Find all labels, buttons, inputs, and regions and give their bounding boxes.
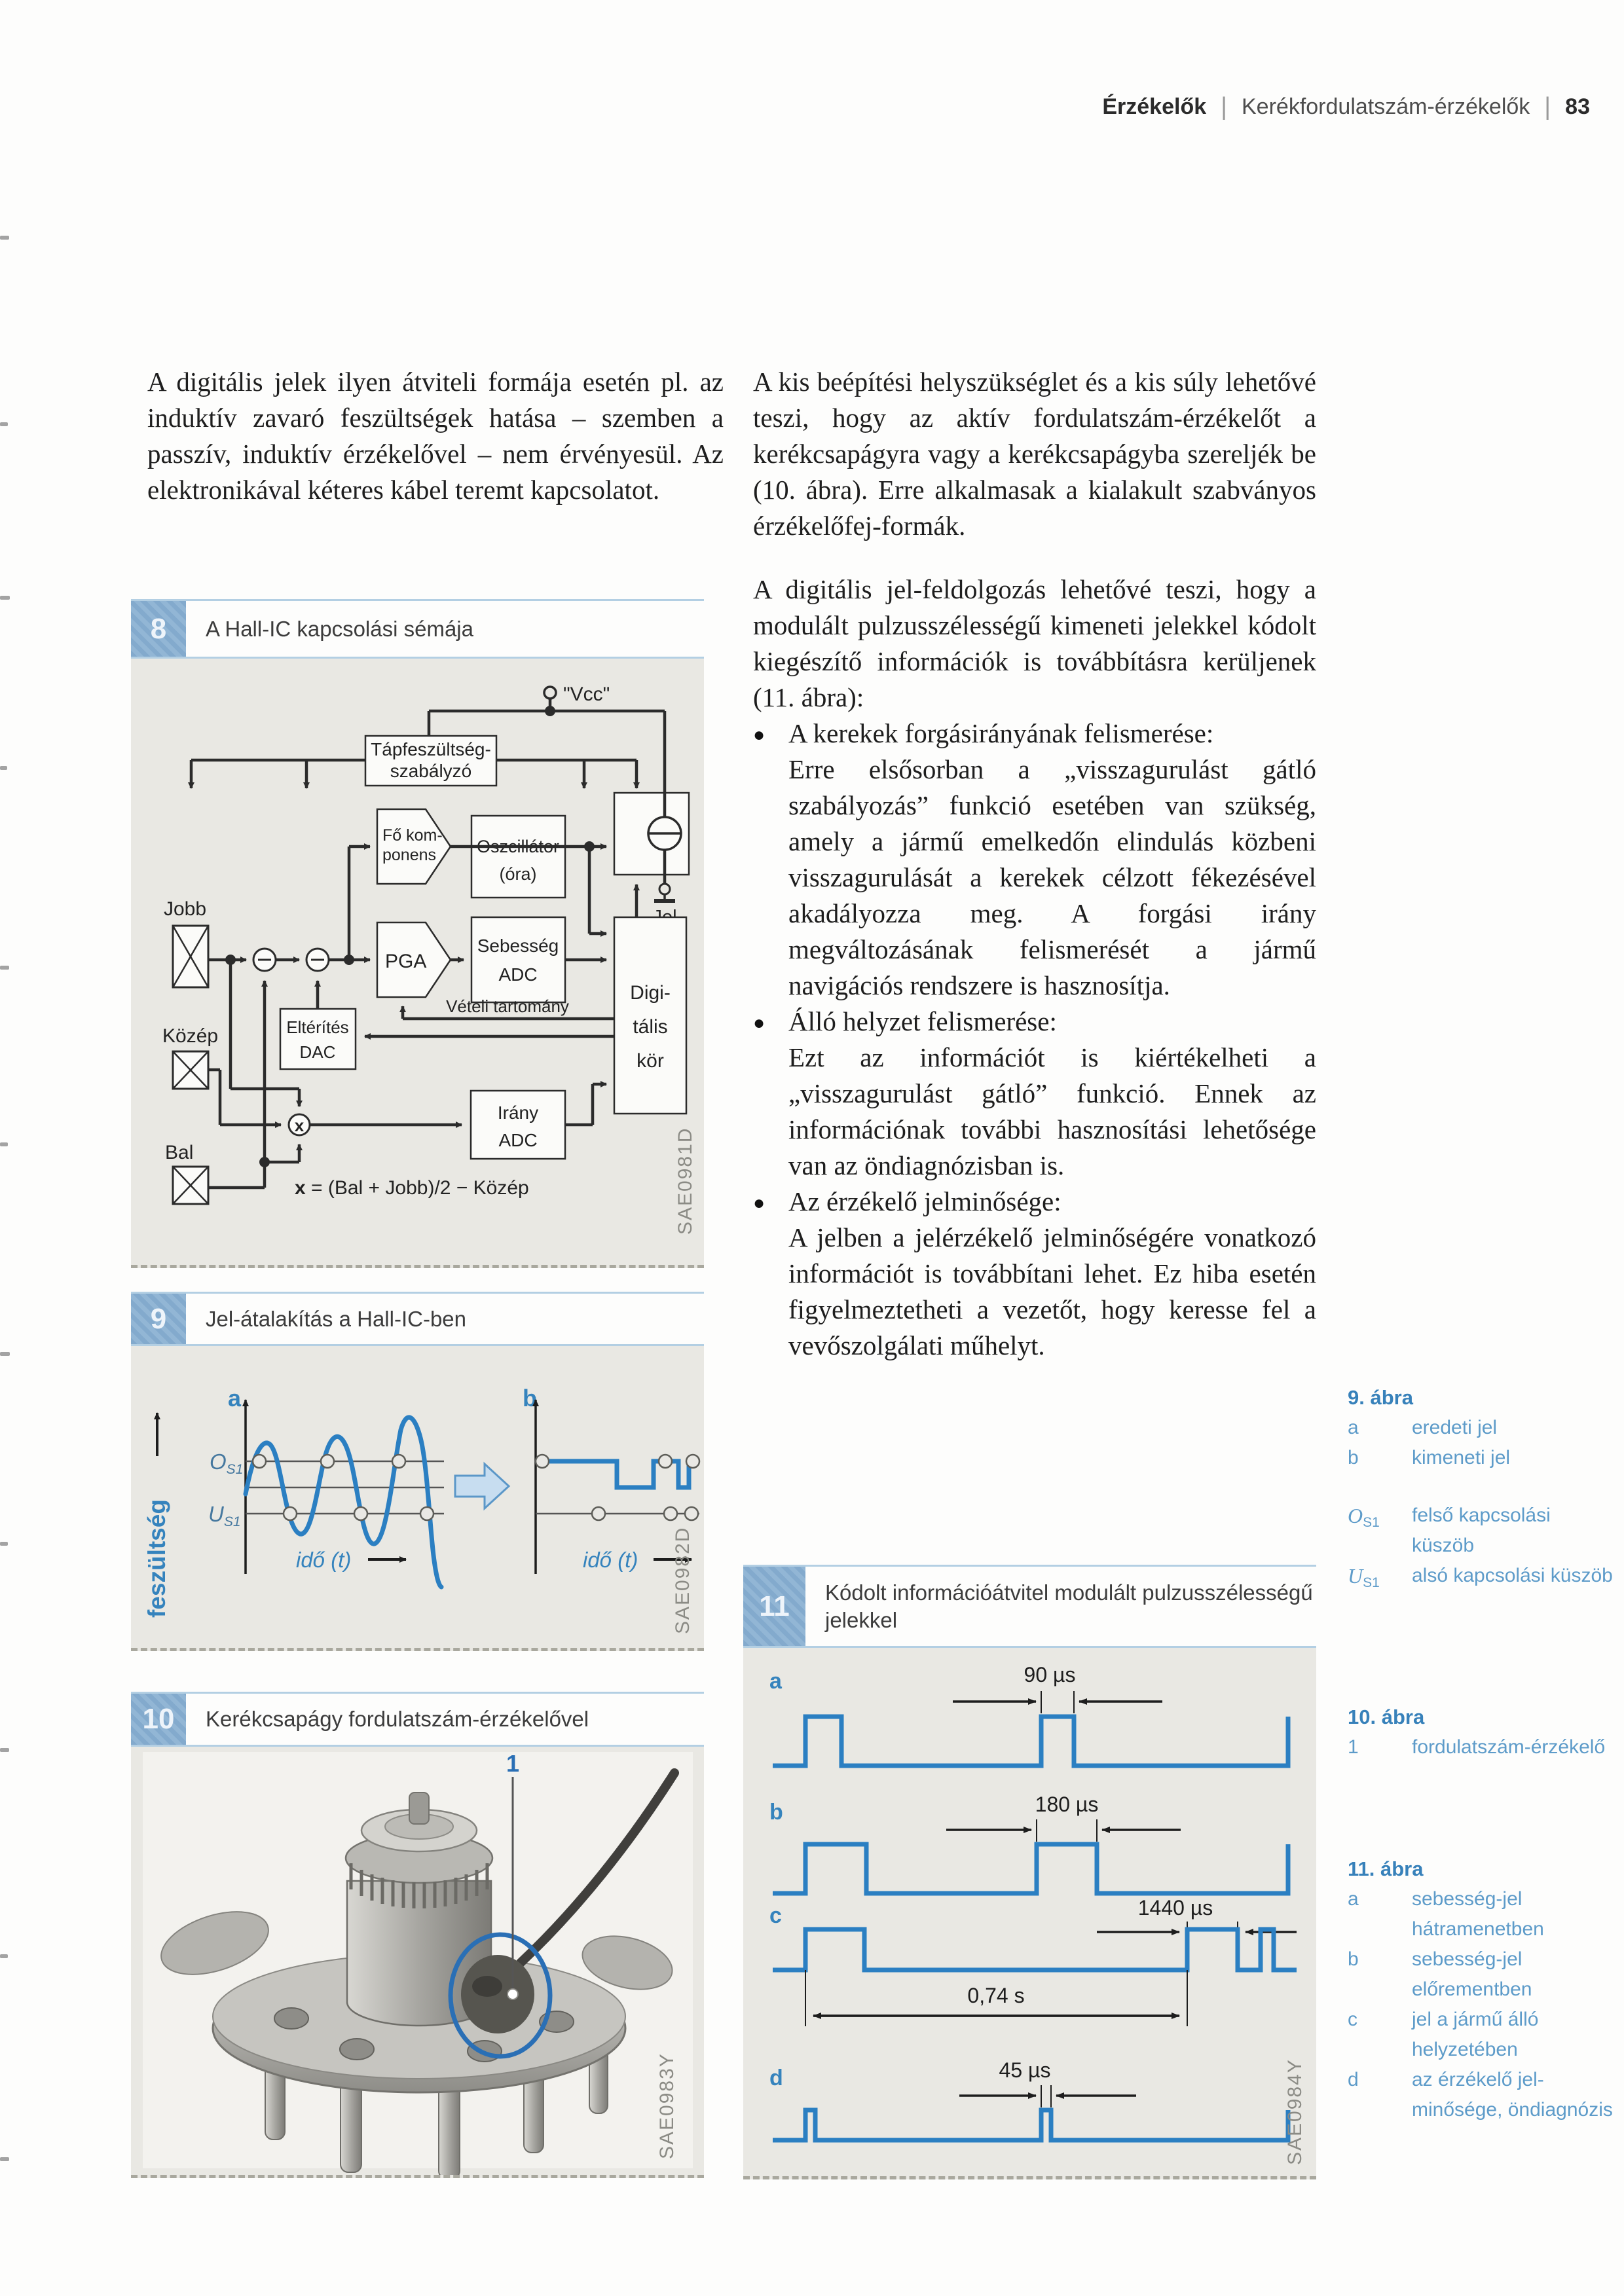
formula: x = (Bal + Jobb)/2 − Közép [295, 1177, 529, 1199]
junction-dot [545, 706, 555, 716]
svg-text:DAC: DAC [299, 1042, 336, 1062]
left-column [147, 364, 724, 508]
svg-text:Irány: Irány [497, 1102, 539, 1123]
junction-dot [344, 955, 354, 965]
bullet-body: Ezt az információt is kiértékelheti a „visszagurulást gátló” funkció. Ennek az információnak további hasznosítási lehetősége van az öndiagnózisban is. [788, 1042, 1316, 1180]
paragraph: A digitális jel-feldolgozás lehetővé teszi, hogy a modulált pulzusszélességű kimeneti jelekkel kódolt kiegészítő információk is továbbításra kerüljenek (11. ábra): [753, 574, 1316, 712]
multiplier-node [289, 1114, 310, 1135]
chapter-title: Érzékelők [1102, 94, 1207, 119]
bullet-icon: ● [753, 1192, 766, 1214]
svg-text:Digi-: Digi- [630, 982, 671, 1004]
svg-text:Sebesség: Sebesség [477, 936, 559, 956]
time-label-a: idő (t) [296, 1548, 352, 1572]
figure-watermark: SAE0983Y [656, 2052, 678, 2159]
figure-title: Jel-átalakítás a Hall-IC-ben [206, 1306, 466, 1331]
bullet-icon: ● [753, 724, 766, 746]
page-number: 83 [1565, 94, 1590, 119]
caption-figure-10 [1348, 1702, 1613, 1762]
panel-label: b [769, 1800, 783, 1825]
sensor-input-kozep [162, 1025, 218, 1089]
paragraph: A kis beépítési helyszükséglet és a kis súly lehetővé teszi, hogy az aktív fordulatszám-érzékelőt a kerékcsapágyra vagy a kerékcsapágyba szereljék be (10. ábra). Erre alkalmasak a kialakult szabványos érzékelőfej-formák. [753, 367, 1316, 541]
pulse-waveform-c [773, 1929, 1297, 1970]
callout-endpoint [507, 1989, 518, 1999]
caption-item: b sebesség-jel előrementben [1348, 1948, 1532, 2000]
figure-10 [131, 1692, 704, 2176]
pulse-waveform-b [773, 1844, 1288, 1893]
section-title: Kerékfordulatszám-érzékelők [1242, 94, 1530, 119]
scan-artifact [0, 1954, 8, 1958]
caption-item: a sebesség-jel hátramenetben [1348, 1888, 1544, 1940]
caption-item: c jel a jármű álló helyzetében [1348, 2009, 1539, 2060]
summing-node-1 [253, 949, 276, 971]
junction-dot [259, 1157, 270, 1167]
svg-text:x: x [294, 1116, 304, 1135]
panel-a-label: a [228, 1385, 242, 1412]
caption-title: 11. ábra [1348, 1857, 1424, 1880]
figure-11 [743, 1565, 1316, 2176]
figure-number-badge: 9 [131, 1294, 186, 1344]
figure-8-header [131, 599, 704, 659]
panel-label: d [769, 2066, 783, 2090]
direction-adc-block [471, 1091, 565, 1159]
list-item [753, 1004, 1316, 1184]
current-source-block [614, 793, 689, 928]
duration-label: 90 µs [1024, 1663, 1076, 1686]
callout-number: 1 [506, 1750, 520, 1777]
figure-11-body [743, 1648, 1316, 2179]
bullet-icon: ● [753, 1012, 766, 1034]
scan-artifact [0, 236, 9, 240]
scan-artifact [0, 1352, 10, 1356]
caption-item: d az érzékelő jel-minősége, öndiagnózis [1348, 2069, 1613, 2121]
svg-text:tális: tális [633, 1016, 668, 1038]
duration-label: 45 µs [999, 2058, 1051, 2082]
pulse-waveform-d [773, 2110, 1288, 2140]
paragraph: A digitális jelek ilyen átviteli formája esetén pl. az induktív zavaró feszültségek hatása – szemben a passzív, induktív érzékelővel – nem érvényesül. Az elektronikával kéteres kábel teremt kapcsolatot. [147, 367, 724, 505]
lower-threshold-label: $U_{S1}$ [208, 1502, 241, 1529]
vcc-label: "Vcc" [563, 683, 610, 705]
svg-text:Jobb: Jobb [164, 898, 207, 920]
main-component-block [377, 809, 451, 884]
caption-figure-11 [1348, 1854, 1613, 2125]
pulse-width-chart [743, 1648, 1316, 2176]
separator: | [1544, 93, 1551, 120]
svg-text:PGA: PGA [385, 951, 427, 972]
svg-text:Közép: Közép [162, 1025, 219, 1047]
svg-text:Tápfeszültség-: Tápfeszültség- [371, 739, 491, 759]
caption-item: $O_{S1}$ felső kapcsolási küszöb [1348, 1504, 1551, 1556]
figure-number-badge: 11 [743, 1567, 805, 1646]
scan-artifact [0, 2157, 9, 2161]
scan-artifact [0, 596, 10, 600]
bullet-body: A jelben a jelérzékelő jelminőségére vonatkozó információt is továbbítani lehet. Ez hiba esetén figyelmeztetheti a vezetőt, hogy keresse fel a vevőszolgálati műhelyt. [788, 1222, 1316, 1360]
figure-number-badge: 10 [131, 1694, 186, 1745]
oscillator-block [471, 816, 565, 898]
digital-circuit-block [614, 917, 686, 1114]
figure-9-header [131, 1292, 704, 1346]
panel-label: c [769, 1903, 782, 1928]
figure-number-badge: 8 [131, 601, 186, 657]
caption-item: a eredeti jel [1348, 1417, 1498, 1438]
figure-watermark: SAE0984Y [1284, 2058, 1306, 2165]
figure-10-body [131, 1747, 704, 2178]
caption-item: b kimeneti jel [1348, 1447, 1511, 1468]
bullet-title: Álló helyzet felismerése: [788, 1006, 1057, 1036]
span-label: 0,74 s [967, 1984, 1025, 2007]
upper-threshold-label: $O_{S1}$ [210, 1449, 244, 1477]
figure-11-header [743, 1565, 1316, 1648]
svg-text:(óra): (óra) [499, 864, 537, 884]
caption-figure-9 [1348, 1383, 1613, 1598]
svg-text:ADC: ADC [498, 964, 538, 985]
figure-title: A Hall-IC kapcsolási sémája [206, 616, 473, 641]
signal-terminal-icon [659, 884, 670, 894]
summing-node-2 [306, 949, 329, 971]
figure-title: Kerékcsapágy fordulatszám-érzékelővel [206, 1707, 589, 1731]
list-item [753, 1184, 1316, 1364]
caption-title: 9. ábra [1348, 1386, 1413, 1409]
svg-text:kör: kör [637, 1050, 664, 1072]
scan-artifact [0, 966, 9, 970]
junction-dot [584, 841, 595, 852]
scan-artifact [0, 766, 7, 770]
svg-text:ponens: ponens [382, 846, 437, 864]
scan-artifact [0, 1142, 8, 1146]
svg-text:szabályzó: szabályzó [390, 761, 472, 781]
figure-title-line2: jelekkel [825, 1607, 898, 1632]
caption-title: 10. ábra [1348, 1705, 1425, 1728]
receive-range-label: Vételi tartomány [446, 996, 569, 1016]
figure-watermark: SAE0981D [674, 1127, 696, 1235]
wheel-bearing-photo [131, 1747, 704, 2175]
duration-label: 180 µs [1035, 1793, 1099, 1816]
scan-artifact [0, 422, 8, 426]
pga-block [377, 922, 451, 997]
figure-title-line1: Kódolt információátvitel modulált pulzusszélességű [825, 1580, 1313, 1605]
digital-signal-curve [537, 1461, 698, 1487]
scan-artifact [0, 1748, 9, 1752]
svg-text:Eltérítés: Eltérítés [286, 1017, 349, 1037]
svg-text:Fő kom-: Fő kom- [382, 826, 443, 845]
vcc-terminal-icon [544, 687, 556, 699]
panel-label: a [769, 1669, 782, 1694]
figure-watermark: SAE0982D [672, 1526, 693, 1634]
sensor-body [461, 1955, 534, 2033]
running-head [1102, 93, 1590, 121]
right-column [753, 364, 1316, 1364]
transform-arrow-icon [455, 1464, 509, 1508]
svg-text:Bal: Bal [165, 1142, 194, 1163]
bullet-title: A kerekek forgásirányának felismerése: [788, 718, 1214, 748]
svg-text:ADC: ADC [498, 1130, 538, 1150]
figure-8-body [131, 659, 704, 1268]
panel-b-label: b [523, 1385, 537, 1412]
scan-artifact [0, 1542, 8, 1546]
signal-conversion-chart [131, 1346, 704, 1648]
figure-9-body [131, 1346, 704, 1651]
list-item [753, 716, 1316, 1004]
svg-text:Oszcillátor: Oszcillátor [476, 837, 560, 856]
caption-item: 1 fordulatszám-érzékelő [1348, 1736, 1606, 1758]
figure-9 [131, 1292, 704, 1648]
offset-dac-block [280, 1009, 356, 1069]
separator: | [1221, 93, 1227, 120]
speed-adc-block [471, 917, 565, 1002]
voltage-axis-label: feszültség [143, 1499, 170, 1618]
time-label-b: idő (t) [583, 1548, 638, 1572]
sensor-input-jobb [164, 898, 208, 987]
bullet-body: Erre elsősorban a „visszagurulást gátló szabályozás” funkció esetében van szükség, amely a jármű emelkedőn elindulás közbeni visszagurulását a kerekek célzott fékezésével akadályozza meg. A forgási irány megváltozásának felismerését a jármű navigációs rendszere is hasznosítja. [788, 754, 1316, 1000]
duration-label: 1440 µs [1137, 1896, 1213, 1920]
bullet-title: Az érzékelő jelminősége: [788, 1186, 1061, 1216]
caption-item: $U_{S1}$ alsó kapcsolási küszöb [1348, 1564, 1613, 1590]
figure-10-header [131, 1692, 704, 1747]
pulse-waveform-a [773, 1717, 1288, 1766]
supply-regulator-block [365, 736, 496, 786]
figure-8 [131, 599, 704, 1265]
hall-ic-schematic [131, 659, 704, 1265]
sensor-input-bal [165, 1142, 208, 1204]
